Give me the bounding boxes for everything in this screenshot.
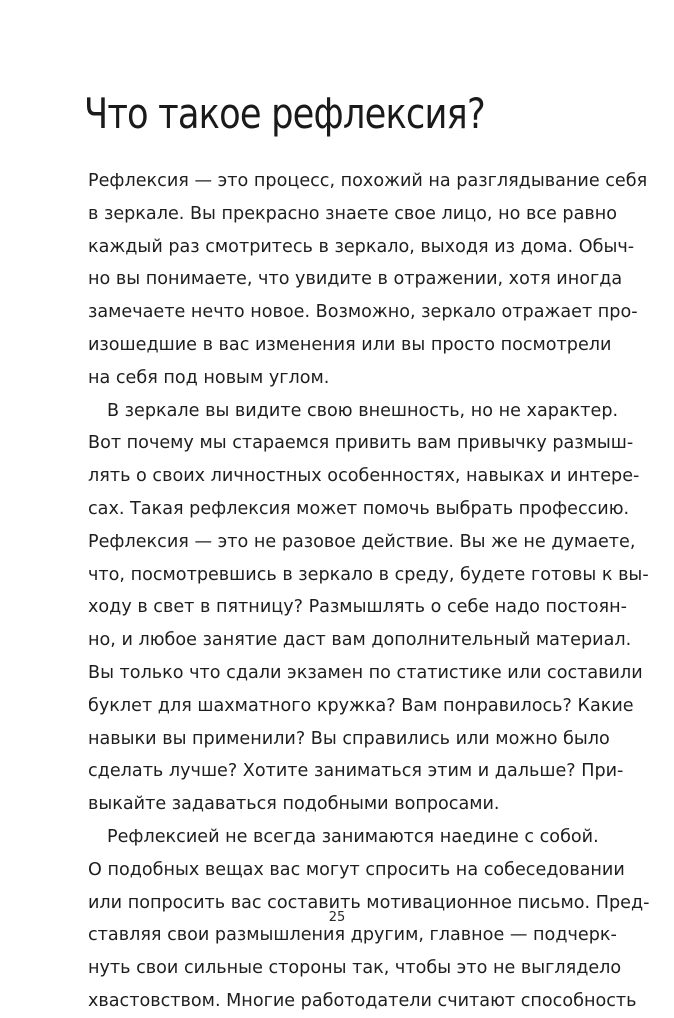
text-line: Рефлексией не всегда занимаются наедине с собой.: [107, 826, 599, 847]
body-text: [88, 165, 650, 1018]
text-line: или попросить вас составить мотивационное письмо. Пред-: [88, 892, 650, 913]
text-line: Рефлексия — это процесс, похожий на разглядывание себя: [88, 171, 648, 191]
text-line: Вы только что сдали экзамен по статистике или составили: [88, 662, 643, 683]
text-line: Рефлексия — это не разовое действие. Вы же не думаете,: [88, 531, 636, 552]
text-line: каждый раз смотритесь в зеркало, выходя из дома. Обыч-: [88, 236, 635, 257]
text-line: изошедшие в вас изменения или вы просто посмотрели: [88, 334, 612, 355]
chapter-title: Что такое рефлексия?: [84, 89, 485, 138]
text-line: но вы понимаете, что увидите в отражении, хотя иногда: [88, 269, 623, 290]
paragraph-1: [88, 165, 648, 395]
text-line: ходу в свет в пятницу? Размышлять о себе надо постоян-: [88, 597, 627, 618]
text-line: выкайте задаваться подобными вопросами.: [88, 794, 500, 815]
text-line: но, и любое занятие даст вам дополнительный материал.: [88, 630, 632, 651]
text-line: буклет для шахматного кружка? Вам понравилось? Какие: [88, 695, 634, 716]
text-line: навыки вы применили? Вы справились или можно было: [88, 728, 610, 749]
text-line: лять о своих личностных особенностях, навыках и интере-: [88, 466, 640, 487]
text-line: хвастовством. Многие работодатели считают способность: [88, 990, 637, 1011]
text-line: что, посмотревшись в зеркало в среду, будете готовы к вы-: [88, 564, 649, 585]
text-line: на себя под новым углом.: [88, 367, 330, 388]
text-line: ставляя свои размышления другим, главное — подчерк-: [88, 925, 617, 946]
text-line: О подобных вещах вас могут спросить на собеседовании: [88, 859, 625, 880]
text-line: Вот почему мы стараемся привить вам привычку размыш-: [88, 433, 634, 454]
text-line: сделать лучше? Хотите заниматься этим и дальше? При-: [88, 761, 624, 782]
text-line: замечаете нечто новое. Возможно, зеркало отражает про-: [88, 302, 638, 323]
paragraph-2: [88, 395, 649, 821]
text-line: нуть свои сильные стороны так, чтобы это не выглядело: [88, 958, 622, 979]
text-line: сах. Такая рефлексия может помочь выбрать профессию.: [88, 498, 630, 519]
text-line: в зеркале. Вы прекрасно знаете свое лицо, но все равно: [88, 203, 617, 224]
page-number: 25: [328, 910, 346, 925]
text-line: В зеркале вы видите свою внешность, но не характер.: [107, 400, 619, 421]
